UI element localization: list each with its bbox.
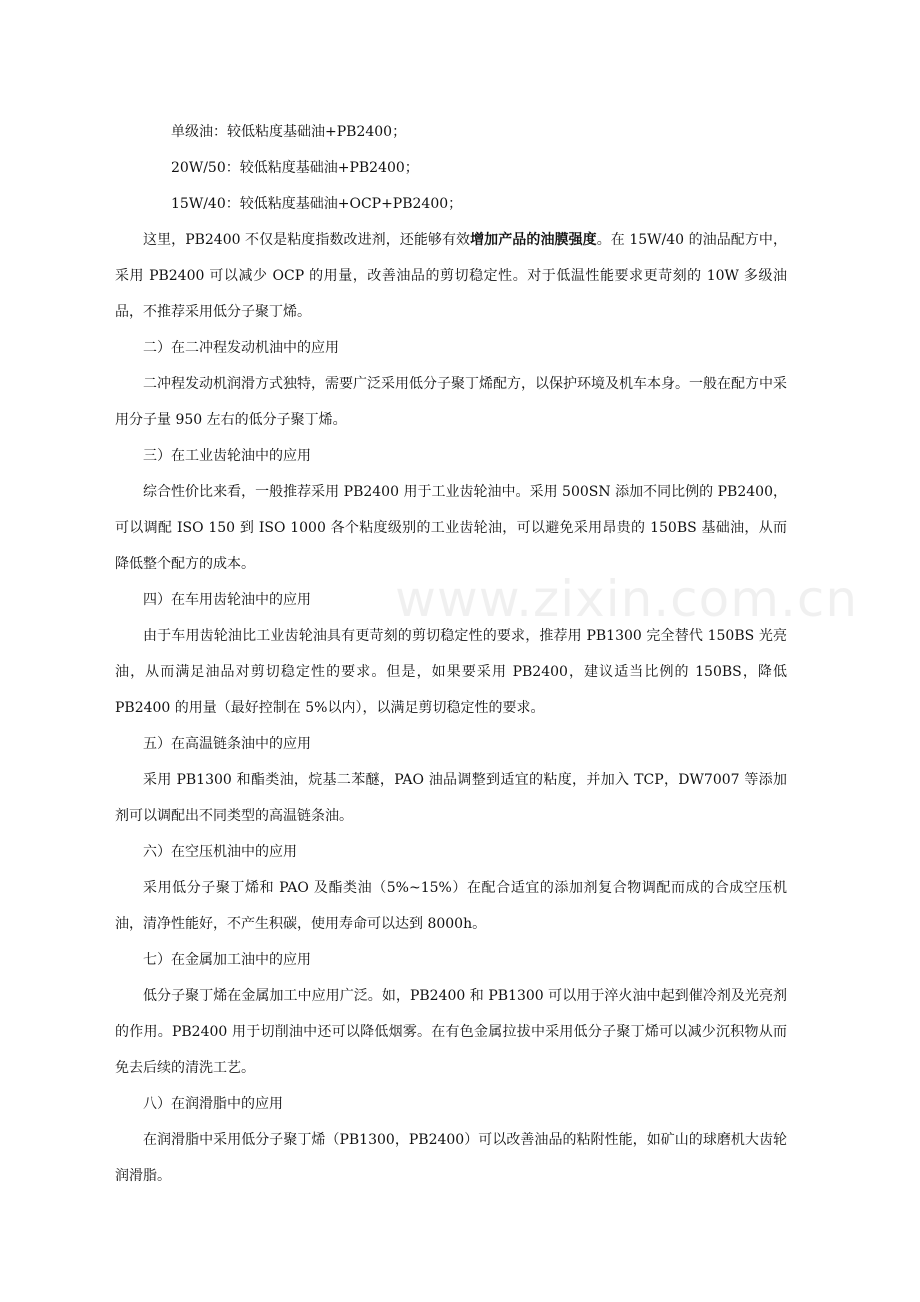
section-heading-chain-oil: 五）在高温链条油中的应用 [143,736,311,752]
section-heading-metalworking: 七）在金属加工油中的应用 [143,952,311,968]
section-body-compressor-oil: 采用低分子聚丁烯和 PAO 及酯类油（5%~15%）在配合适宜的添加剂复合物调配而成的合成空压机油，清净性能好，不产生积碳，使用寿命可以达到 8000h。 [115,880,787,932]
paragraph-pb2400-note [115,222,787,330]
section-body-industrial-gear: 综合性价比来看，一般推荐采用 PB2400 用于工业齿轮油中。采用 500SN 添加不同比例的 PB2400，可以调配 ISO 150 到 ISO 1000 各个粘度级别的工业齿轮油，可以避免采用昂贵的 150BS 基础油，从而降低整个配方的成本。 [115,484,787,572]
section-body-two-stroke: 二冲程发动机润滑方式独特，需要广泛采用低分子聚丁烯配方，以保护环境及机车本身。一般在配方中采用分子量 950 左右的低分子聚丁烯。 [115,376,787,428]
section-body-vehicle-gear: 由于车用齿轮油比工业齿轮油具有更苛刻的剪切稳定性的要求，推荐用 PB1300 完全替代 150BS 光亮油，从而满足油品对剪切稳定性的要求。但是，如果要采用 PB2400，建议适当比例的 150BS，降低 PB2400 的用量（最好控制在 5%以内），以满足剪切稳定性的要求。 [115,628,787,716]
section-heading-two-stroke: 二）在二冲程发动机油中的应用 [143,340,339,356]
intro-line-20w50: 20W/50：较低粘度基础油+PB2400； [171,160,419,176]
section-heading-compressor-oil: 六）在空压机油中的应用 [143,844,297,860]
paragraph-text: 这里，PB2400 不仅是粘度指数改进剂，还能够有效 [143,232,471,248]
intro-line-single-grade: 单级油：较低粘度基础油+PB2400； [171,124,407,140]
section-body-metalworking: 低分子聚丁烯在金属加工中应用广泛。如，PB2400 和 PB1300 可以用于淬火油中起到催冷剂及光亮剂的作用。PB2400 用于切削油中还可以降低烟雾。在有色金属拉拔中采用低分子聚丁烯可以减少沉积物从而免去后续的清洗工艺。 [115,988,787,1076]
document-page [115,114,787,1194]
section-body-chain-oil: 采用 PB1300 和酯类油，烷基二苯醚，PAO 油品调整到适宜的粘度，并加入 TCP，DW7007 等添加剂可以调配出不同类型的高温链条油。 [115,772,787,824]
section-heading-grease: 八）在润滑脂中的应用 [143,1096,283,1112]
bold-emphasis: 增加产品的油膜强度 [470,232,597,248]
section-heading-industrial-gear: 三）在工业齿轮油中的应用 [143,448,311,464]
intro-line-15w40: 15W/40：较低粘度基础油+OCP+PB2400； [171,196,463,212]
paragraph-text: 。在 15W/40 的油品配方中，采用 PB2400 可以减少 OCP 的用量，改善油品的剪切稳定性。对于低温性能要求更苛刻的 10W 多级油品，不推荐采用低分子聚丁烯。 [115,232,787,320]
section-body-grease: 在润滑脂中采用低分子聚丁烯（PB1300，PB2400）可以改善油品的粘附性能，如矿山的球磨机大齿轮润滑脂。 [115,1132,787,1184]
section-heading-vehicle-gear: 四）在车用齿轮油中的应用 [143,592,311,608]
watermark: www.zixin.com.cn [395,570,859,628]
